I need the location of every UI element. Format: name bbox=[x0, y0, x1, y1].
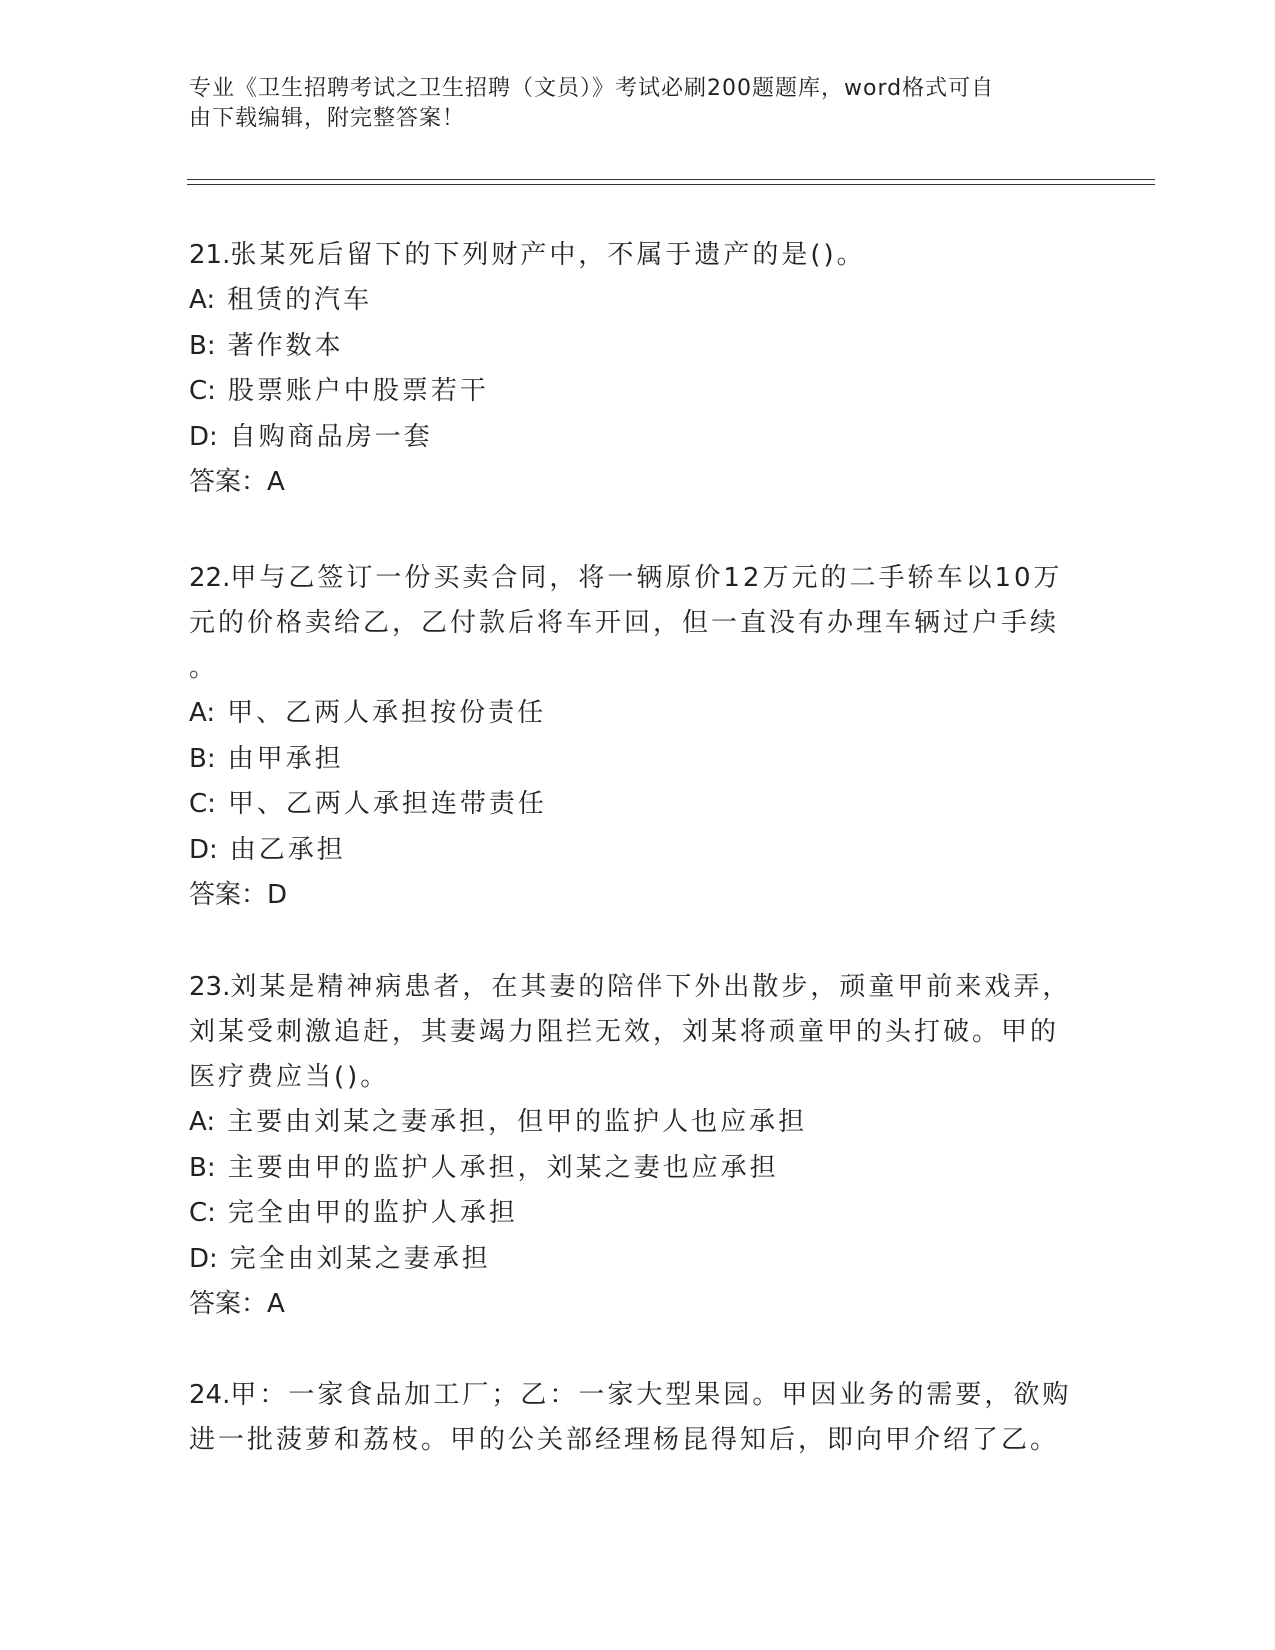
option-text: 自购商品房一套 bbox=[229, 421, 433, 452]
question-number: 24. bbox=[189, 1380, 231, 1410]
option-separator: : bbox=[206, 330, 216, 361]
question-24 bbox=[189, 1373, 1089, 1463]
option-separator: : bbox=[206, 698, 216, 728]
option-letter: C bbox=[189, 376, 208, 406]
question-stem bbox=[189, 233, 1089, 278]
option-separator: : bbox=[209, 1243, 218, 1274]
option-text: 完全由刘某之妻承担 bbox=[229, 1243, 491, 1274]
option-c bbox=[189, 1191, 1089, 1237]
option-letter: B bbox=[189, 743, 207, 774]
option-letter: A bbox=[189, 698, 207, 728]
answer-line: 答案：A bbox=[189, 467, 285, 497]
option-letter: C bbox=[189, 1198, 208, 1228]
option-letter: A bbox=[189, 285, 207, 315]
header-line-1: 专业《卫生招聘考试之卫生招聘（文员）》考试必刷200题题库，word格式可自 bbox=[189, 76, 995, 101]
question-stem bbox=[189, 1373, 1089, 1418]
option-separator: : bbox=[209, 421, 218, 452]
question-stem bbox=[189, 556, 1089, 601]
option-letter: B bbox=[189, 1152, 207, 1183]
option-a bbox=[189, 1100, 1089, 1146]
option-text: 股票账户中股票若干 bbox=[227, 376, 489, 406]
option-text: 主要由甲的监护人承担，刘某之妻也应承担 bbox=[227, 1152, 779, 1183]
stem-line: 。 bbox=[189, 653, 219, 683]
header-divider-top bbox=[187, 179, 1155, 180]
option-letter: D bbox=[189, 421, 210, 452]
option-b bbox=[189, 1146, 1089, 1192]
question-23 bbox=[189, 965, 1089, 1327]
header-line-2: 由下载编辑，附完整答案！ bbox=[189, 106, 466, 131]
option-separator: : bbox=[206, 1152, 216, 1183]
option-c bbox=[189, 782, 1089, 828]
option-c bbox=[189, 369, 1089, 415]
option-separator: : bbox=[206, 1107, 216, 1137]
option-separator: : bbox=[207, 1198, 216, 1228]
stem-line: 元的价格卖给乙，乙付款后将车开回，但一直没有办理车辆过户手续 bbox=[189, 608, 1060, 638]
option-separator: : bbox=[207, 789, 216, 819]
stem-line: 甲：一家食品加工厂；乙：一家大型果园。甲因业务的需要，欲购 bbox=[230, 1380, 1072, 1410]
option-separator: : bbox=[209, 834, 218, 865]
option-text: 租赁的汽车 bbox=[227, 285, 373, 315]
answer-line: 答案：D bbox=[189, 880, 288, 910]
question-number: 23. bbox=[189, 972, 231, 1002]
option-text: 由甲承担 bbox=[227, 743, 344, 774]
option-text: 主要由刘某之妻承担，但甲的监护人也应承担 bbox=[227, 1107, 808, 1137]
header-divider-bottom bbox=[187, 184, 1155, 185]
option-letter: C bbox=[189, 789, 208, 819]
option-letter: D bbox=[189, 834, 210, 865]
question-21 bbox=[189, 233, 1089, 505]
option-separator: : bbox=[206, 743, 216, 774]
option-letter: A bbox=[189, 1107, 207, 1137]
option-letter: D bbox=[189, 1243, 210, 1274]
stem-line: 刘某受刺激追赶，其妻竭力阻拦无效，刘某将顽童甲的头打破。甲的 bbox=[189, 1017, 1060, 1047]
stem-line: 医疗费应当()。 bbox=[189, 1062, 390, 1092]
option-letter: B bbox=[189, 330, 207, 361]
option-separator: : bbox=[206, 285, 216, 315]
question-number: 22. bbox=[189, 563, 231, 593]
option-d bbox=[189, 415, 1089, 461]
option-text: 甲、乙两人承担按份责任 bbox=[227, 698, 547, 728]
document-header bbox=[189, 74, 1069, 134]
option-text: 著作数本 bbox=[227, 330, 344, 361]
question-number: 21. bbox=[189, 240, 231, 270]
stem-line: 进一批菠萝和荔枝。甲的公关部经理杨昆得知后，即向甲介绍了乙。 bbox=[189, 1425, 1060, 1455]
option-d bbox=[189, 828, 1089, 874]
stem-line: 张某死后留下的下列财产中，不属于遗产的是()。 bbox=[230, 240, 866, 270]
option-d bbox=[189, 1237, 1089, 1283]
stem-line: 甲与乙签订一份买卖合同，将一辆原价12万元的二手轿车以10万 bbox=[230, 563, 1063, 593]
answer-line: 答案：A bbox=[189, 1289, 285, 1319]
option-text: 甲、乙两人承担连带责任 bbox=[227, 789, 547, 819]
stem-line: 刘某是精神病患者，在其妻的陪伴下外出散步，顽童甲前来戏弄， bbox=[230, 972, 1072, 1002]
option-a bbox=[189, 278, 1089, 324]
question-22 bbox=[189, 556, 1089, 918]
option-text: 由乙承担 bbox=[229, 834, 346, 865]
option-separator: : bbox=[207, 376, 216, 406]
option-a bbox=[189, 691, 1089, 737]
option-text: 完全由甲的监护人承担 bbox=[227, 1198, 518, 1228]
option-b bbox=[189, 324, 1089, 370]
option-b bbox=[189, 737, 1089, 783]
question-stem bbox=[189, 965, 1089, 1010]
